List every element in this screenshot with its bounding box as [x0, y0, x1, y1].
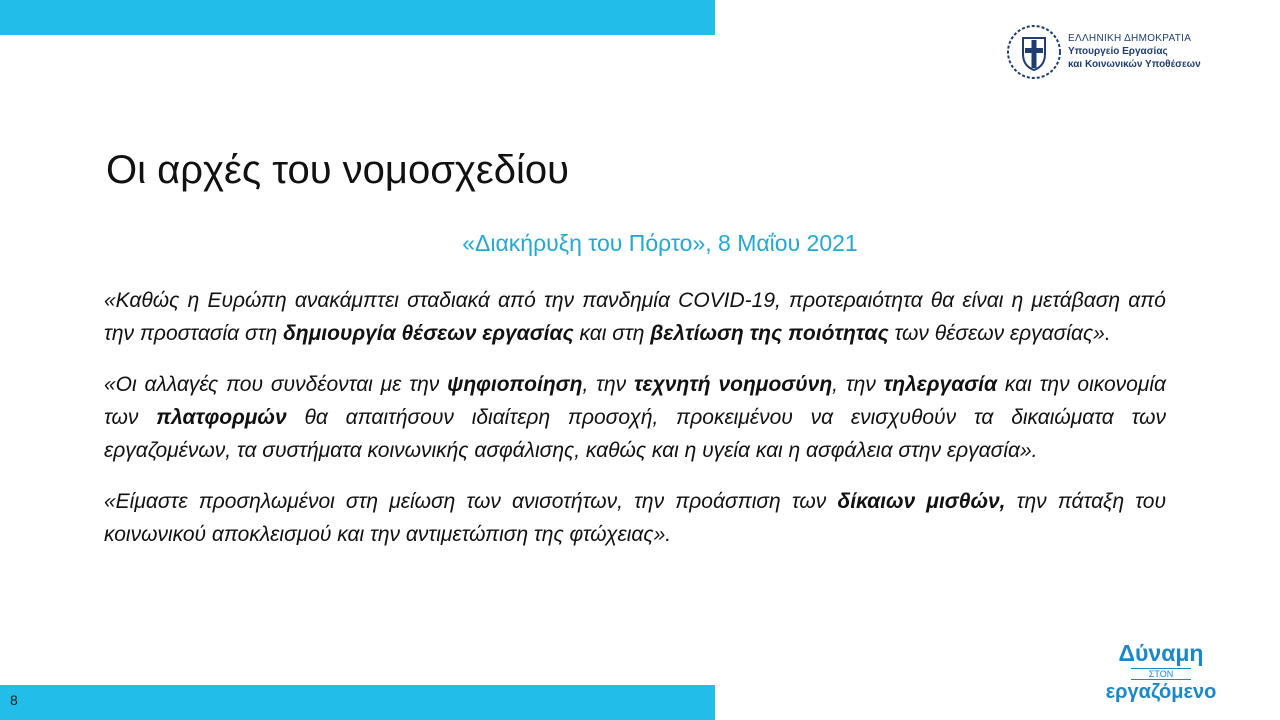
quote-paragraph-2 — [104, 368, 1166, 467]
emphasis-text: τηλεργασία — [883, 373, 998, 396]
emphasis-text: ψηφιοποίηση — [447, 373, 583, 396]
quote-text: , την — [582, 373, 634, 396]
campaign-logo-word-2: ΣΤΟΝ — [1131, 668, 1191, 680]
emphasis-text: πλατφορμών — [156, 406, 287, 429]
top-accent-bar — [0, 0, 715, 35]
greek-coat-of-arms-icon — [1006, 24, 1062, 80]
emphasis-text: τεχνητή νοημοσύνη — [633, 373, 833, 396]
campaign-logo-word-3: εργαζόμενο — [1105, 681, 1217, 703]
slide-subtitle: «Διακήρυξη του Πόρτο», 8 Μαΐου 2021 — [462, 230, 858, 256]
campaign-logo-word-1: Δύναμη — [1118, 640, 1204, 666]
quote-text: , την — [832, 373, 884, 396]
emphasis-text: βελτίωση της ποιότητας — [650, 322, 889, 345]
page-number: 8 — [10, 692, 18, 708]
quote-text: «Οι αλλαγές που συνδέονται με την — [104, 373, 448, 396]
quote-paragraph-3 — [104, 485, 1166, 551]
quote-text: θα απαιτήσουν ιδιαίτερη προσοχή, προκειμένου να ενισχυθούν τα δικαιώματα των εργαζομένων, τα συστήματα κοινωνικής ασφάλισης, καθώς και η υγεία και η ασφάλεια στην εργασία». — [104, 406, 1166, 462]
ministry-line-1: ΕΛΛΗΝΙΚΗ ΔΗΜΟΚΡΑΤΙΑ — [1068, 33, 1192, 44]
quote-text: και στη — [573, 322, 651, 345]
slide-title: Οι αρχές του νομοσχεδίου — [106, 148, 570, 192]
quote-paragraph-1 — [104, 284, 1166, 350]
campaign-logo — [1103, 640, 1219, 712]
quote-text: και την οικονομία των — [104, 373, 1167, 429]
ministry-line-2: Υπουργείο Εργασίας — [1068, 46, 1168, 57]
quote-text: «Είμαστε προσηλωμένοι στη μείωση των ανισοτήτων, την προάσπιση των — [104, 490, 838, 513]
ministry-header — [1006, 24, 1236, 84]
quote-text: «Καθώς η Ευρώπη ανακάμπτει σταδιακά από την πανδημία COVID-19, προτεραιότητα θα είναι η μετάβαση από την προστασία στη — [104, 289, 1166, 345]
quote-paragraphs — [104, 284, 1166, 569]
emphasis-text: δημιουργία θέσεων εργασίας — [282, 322, 574, 345]
bottom-accent-bar — [0, 685, 715, 720]
emphasis-text: δίκαιων μισθών, — [837, 490, 1006, 513]
quote-text: των θέσεων εργασίας». — [888, 322, 1111, 345]
ministry-line-3: και Κοινωνικών Υποθέσεων — [1068, 59, 1201, 70]
quote-text: την πάταξη του κοινωνικού αποκλεισμού και την αντιμετώπιση της φτώχειας». — [104, 490, 1167, 546]
